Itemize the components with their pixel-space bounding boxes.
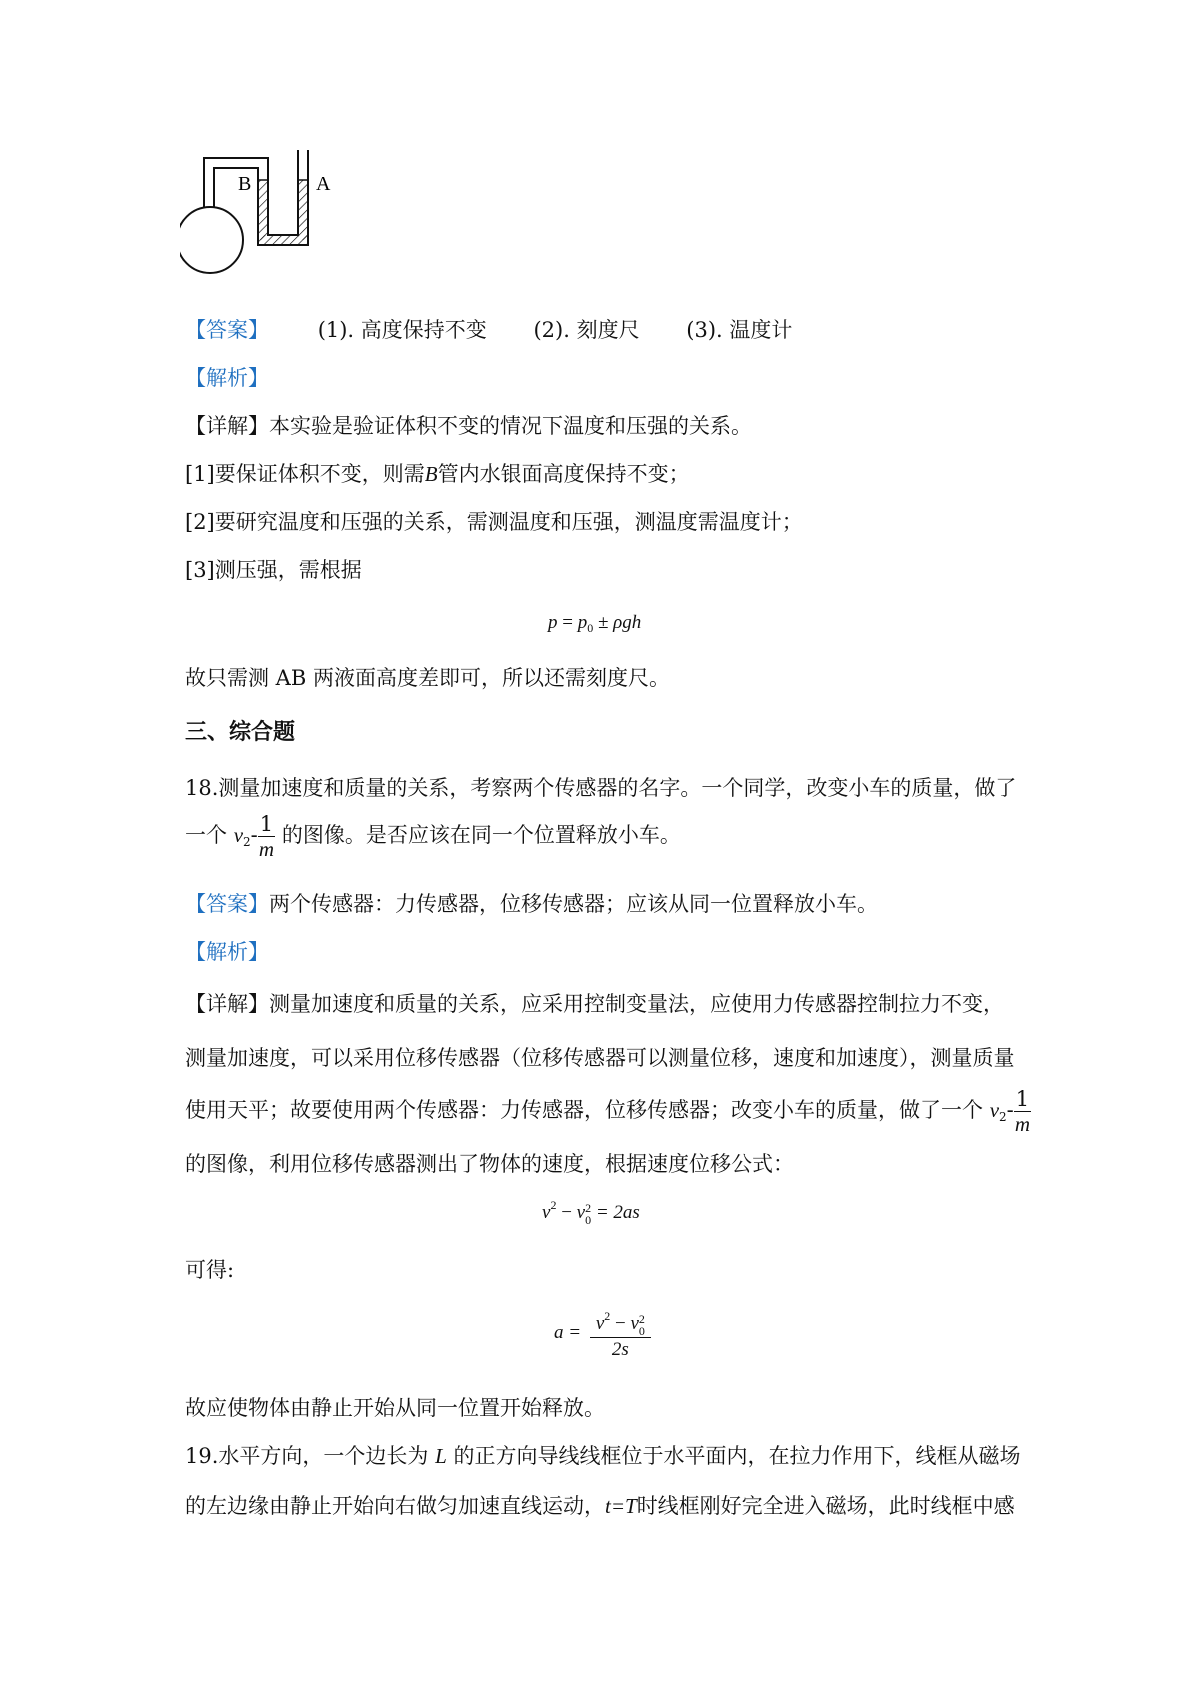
p4-text: 故只需测 AB 两液面高度差即可，所以还需刻度尺。 [185, 666, 670, 690]
q18-line2-pre: 一个 [185, 823, 227, 847]
q18-analysis-tag: 【解析】 [185, 940, 269, 964]
q18-detail-2 [185, 1044, 1015, 1072]
q19-l1-var: L [435, 1444, 447, 1468]
q18-frac-num: 1 [259, 812, 274, 836]
q18-detail-3 [185, 1080, 1031, 1147]
acceleration-eq [554, 1304, 651, 1362]
eq1-v0-sub: 0 [585, 1212, 592, 1227]
analysis-tag: 【解析】 [185, 366, 269, 390]
answer-item-2: (2). 刻度尺 [533, 318, 640, 342]
eq1-v0-sup: 2 [585, 1200, 592, 1215]
eq2-num-v0-sub: 0 [638, 1323, 645, 1338]
q18-d3-frac-den: m [1014, 1112, 1031, 1136]
q18-text-1: 18.测量加速度和质量的关系，考察两个传感器的名字。一个同学，改变小车的质量，做了 [185, 776, 1017, 800]
p1-post: 管内水银面高度保持不变； [437, 462, 690, 486]
eq1-rhs: = 2as [595, 1202, 640, 1223]
q18-dash: - [250, 823, 258, 847]
q18-kede-line [185, 1256, 234, 1284]
eq2-num-v: v [595, 1313, 605, 1334]
q19-line-1 [185, 1442, 1020, 1470]
q19-line-2 [185, 1492, 1015, 1520]
q18-d3-v: v [989, 1098, 1000, 1122]
formula-lhs: p [548, 612, 558, 633]
formula-rest: ± ρgh [597, 612, 642, 633]
detail-line-p3 [185, 556, 362, 584]
section-heading [185, 718, 295, 746]
q18-d3-pre: 使用天平；故要使用两个传感器：力传感器，位移传感器；改变小车的质量，做了一个 [185, 1098, 983, 1122]
q18-d4: 的图像，利用位移传感器测出了物体的速度，根据速度位移公式： [185, 1152, 794, 1176]
q19-l2-post: 时线框刚好完全进入磁场，此时线框中感 [636, 1494, 1015, 1518]
q18-v: v [233, 823, 244, 847]
q18-d3-fraction [1014, 1087, 1031, 1136]
section-title: 三、综合题 [185, 719, 296, 745]
q19-l2-pre: 的左边缘由静止开始向右做匀加速直线运动， [185, 1494, 605, 1518]
answer-item-3: (3). 温度计 [686, 318, 793, 342]
analysis-tag-line [185, 364, 269, 392]
q19-l1-post: 的正方向导线线框位于水平面内，在拉力作用下，线框从磁场 [453, 1444, 1021, 1468]
eq1-v0: v [576, 1202, 586, 1223]
label-a: A [316, 173, 331, 195]
q18-answer-text: 两个传感器：力传感器，位移传感器；应该从同一位置释放小车。 [269, 892, 878, 916]
mercury-b-column [258, 180, 268, 240]
apparatus-figure [180, 150, 350, 280]
answer-tag: 【答案】 [185, 318, 269, 342]
detail-line-1 [185, 412, 752, 440]
eq2-num-v0: v [630, 1313, 639, 1334]
q18-v-sub: 2 [243, 835, 251, 849]
q18-frac-den: m [258, 837, 275, 861]
velocity-displacement-eq [542, 1198, 640, 1226]
q18-d3-dash: - [1006, 1098, 1014, 1122]
eq2-a: a = [554, 1321, 582, 1343]
eq1-v-sup: 2 [550, 1198, 557, 1212]
q18-kede: 可得: [185, 1258, 235, 1282]
q18-analysis-line [185, 938, 269, 966]
q18-detail-4 [185, 1150, 794, 1178]
eq2-num-v0-sup: 2 [638, 1311, 645, 1326]
eq2-den: 2s [611, 1338, 629, 1360]
detail-line-p2 [185, 508, 803, 536]
q18-d2: 测量加速度，可以采用位移传感器（位移传感器可以测量位移，速度和加速度），测量质量 [185, 1046, 1015, 1070]
q19-l2-var: t=T [605, 1494, 637, 1518]
q18-d1: 测量加速度和质量的关系，应采用控制变量法，应使用力传感器控制拉力不变， [269, 992, 1004, 1016]
label-b: B [238, 173, 252, 195]
eq2-num-minus: − [615, 1313, 626, 1334]
p2-text: [2]要研究温度和压强的关系，需测温度和压强，测温度需温度计； [185, 510, 803, 534]
mercury-a-column [298, 180, 308, 240]
q18-d3-frac-num: 1 [1015, 1087, 1030, 1111]
q18-answer-tag: 【答案】 [185, 892, 269, 916]
p1-pre: [1]要保证体积不变，则需 [185, 462, 425, 486]
q18-conclusion-line [185, 1394, 605, 1422]
u-tube-inner [268, 150, 298, 235]
q18-fraction [258, 812, 275, 861]
eq1-minus: − [561, 1202, 572, 1223]
q18-detail-1 [185, 990, 1004, 1018]
q18-detail-tag: 【详解】 [185, 992, 269, 1016]
eq1-v: v [542, 1202, 551, 1223]
q19-l1-pre: 19.水平方向，一个边长为 [185, 1444, 429, 1468]
q18-line2-post: 的图像。是否应该在同一个位置释放小车。 [281, 823, 681, 847]
answer-item-1: (1). 高度保持不变 [317, 318, 487, 342]
pressure-formula: $p = p_0 \pm \rho gh$ [548, 612, 642, 635]
detail-line-p1 [185, 460, 690, 488]
flask-bulb [180, 207, 243, 273]
detail-text: 本实验是验证体积不变的情况下温度和压强的关系。 [269, 414, 752, 438]
detail-line-p4 [185, 664, 670, 692]
formula-p0: p [577, 612, 588, 633]
detail-tag: 【详解】 [185, 414, 269, 438]
p3-text: [3]测压强，需根据 [185, 558, 362, 582]
eq2-fraction [590, 1304, 651, 1362]
q18-d3-v-sub: 2 [999, 1110, 1007, 1124]
q18-conclusion: 故应使物体由静止开始从同一位置开始释放。 [185, 1396, 605, 1420]
eq2-num-sup: 2 [604, 1309, 611, 1323]
answer-line-1 [185, 316, 792, 344]
q18-line-2 [185, 805, 681, 872]
formula-p0-sub: 0 [587, 621, 594, 635]
q18-answer-line [185, 890, 878, 918]
q18-line-1 [185, 774, 1016, 802]
p1-var: B [424, 462, 438, 486]
